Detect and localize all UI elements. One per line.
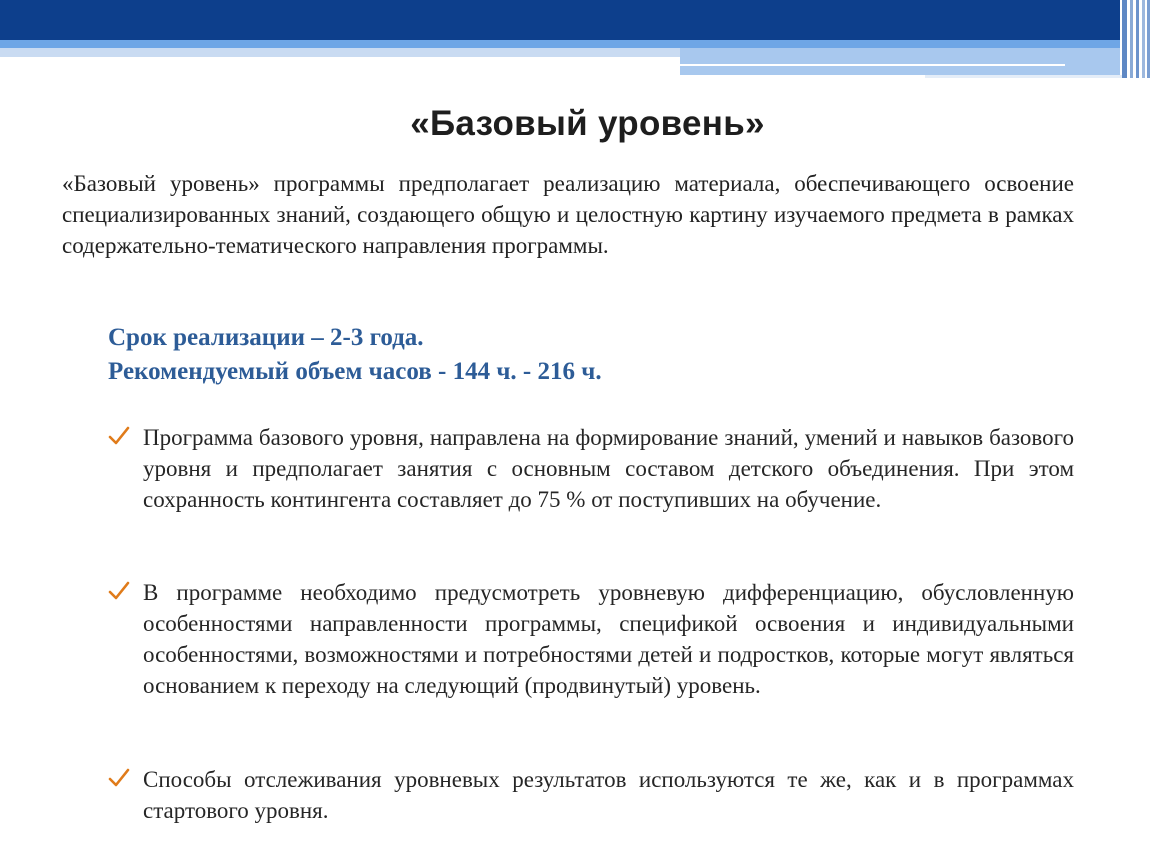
checkmark-icon bbox=[107, 766, 131, 790]
header-vertical-bar bbox=[1122, 0, 1127, 78]
slide-title: «Базовый уровень» bbox=[410, 104, 765, 143]
recommended-hours: Рекомендуемый объем часов - 144 ч. - 216 ч. bbox=[108, 358, 602, 385]
intro-paragraph: «Базовый уровень» программы предполагает реализацию материала, обеспечивающего освоение специализированных знаний, создающего общую и целостную картину изучаемого предмета в рамках содержательно-тематического направления программы. bbox=[62, 171, 1074, 258]
checkmark-icon bbox=[107, 424, 131, 448]
bullet-item: Способы отслеживания уровневых результатов используются те же, как и в программах стартового уровня. bbox=[143, 767, 1074, 823]
header-vertical-bar bbox=[1130, 0, 1133, 78]
checkmark-icon bbox=[107, 579, 131, 603]
header-vertical-bar bbox=[1142, 0, 1145, 78]
header-stripe bbox=[925, 75, 1125, 78]
header-vertical-bar bbox=[1136, 0, 1139, 78]
bullet-item: Программа базового уровня, направлена на формирование знаний, умений и навыков базового уровня и предполагает занятия с основным составом детского объединения. При этом сохранность контингента составляет до 75 % от поступивших на обучение. bbox=[143, 425, 1074, 512]
bullet-item: В программе необходимо предусмотреть уровневую дифференциацию, обусловленную особенностями направленности программы, спецификой освоения и индивидуальными особенностями, возможностями и потребностями детей и подростков, которые могут являться основанием к переходу на следующий (продвинутый) уровень. bbox=[143, 580, 1074, 698]
header-stripe bbox=[0, 48, 680, 57]
header-stripe bbox=[0, 40, 1120, 48]
implementation-period: Срок реализации – 2-3 года. bbox=[108, 324, 424, 351]
header-band bbox=[0, 0, 1120, 40]
header-stripe bbox=[680, 64, 1065, 66]
header-stripe bbox=[680, 48, 1120, 75]
